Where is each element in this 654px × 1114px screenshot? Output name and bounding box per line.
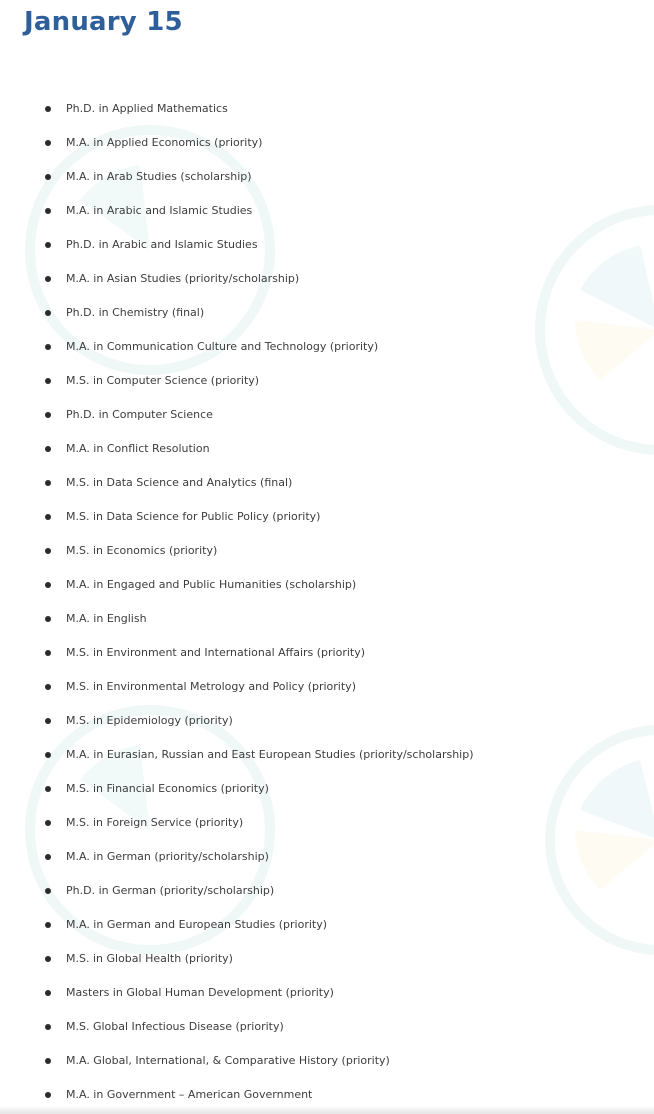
bullet-icon: [45, 1092, 51, 1098]
program-label: Ph.D. in Arabic and Islamic Studies: [66, 238, 258, 251]
program-label: M.A. in Government – American Government: [66, 1088, 313, 1101]
program-label: Ph.D. in Applied Mathematics: [66, 102, 228, 115]
program-label: M.S. in Environment and International Affairs (priority): [66, 646, 366, 659]
list-item: [0, 772, 654, 806]
bullet-icon: [45, 140, 51, 146]
bullet-icon: [45, 514, 51, 520]
program-label: M.A. in Communication Culture and Technology (priority): [66, 340, 379, 353]
list-item: [0, 126, 654, 160]
program-label: M.S. in Data Science and Analytics (final): [66, 476, 293, 489]
section-heading: January 15: [24, 7, 183, 37]
bullet-icon: [45, 1024, 51, 1030]
bullet-icon: [45, 548, 51, 554]
program-label: M.A. in Conflict Resolution: [66, 442, 210, 455]
bullet-icon: [45, 310, 51, 316]
program-label: M.A. in Arabic and Islamic Studies: [66, 204, 253, 217]
program-label: M.S. in Financial Economics (priority): [66, 782, 269, 795]
program-label: M.A. in Asian Studies (priority/scholarship): [66, 272, 300, 285]
bullet-icon: [45, 820, 51, 826]
list-item: [0, 568, 654, 602]
program-label: M.S. in Economics (priority): [66, 544, 218, 557]
bullet-icon: [45, 208, 51, 214]
bullet-icon: [45, 990, 51, 996]
program-label: Ph.D. in Chemistry (final): [66, 306, 205, 319]
bullet-icon: [45, 786, 51, 792]
bullet-icon: [45, 854, 51, 860]
program-label: M.A. in German and European Studies (priority): [66, 918, 328, 931]
list-item: [0, 194, 654, 228]
list-item: [0, 976, 654, 1010]
bottom-fade: [0, 1106, 654, 1114]
program-label: M.A. Global, International, & Comparative History (priority): [66, 1054, 390, 1067]
program-label: M.S. in Global Health (priority): [66, 952, 233, 965]
list-item: [0, 534, 654, 568]
program-label: Masters in Global Human Development (priority): [66, 986, 334, 999]
program-label: Ph.D. in German (priority/scholarship): [66, 884, 275, 897]
bullet-icon: [45, 242, 51, 248]
bullet-icon: [45, 684, 51, 690]
list-item: [0, 1010, 654, 1044]
list-item: [0, 874, 654, 908]
list-item: [0, 398, 654, 432]
list-item: [0, 1044, 654, 1078]
bullet-icon: [45, 174, 51, 180]
bullet-icon: [45, 446, 51, 452]
list-item: [0, 500, 654, 534]
bullet-icon: [45, 276, 51, 282]
program-label: M.S. in Epidemiology (priority): [66, 714, 233, 727]
program-list: [0, 92, 654, 1112]
list-item: [0, 738, 654, 772]
bullet-icon: [45, 752, 51, 758]
bullet-icon: [45, 344, 51, 350]
bullet-icon: [45, 616, 51, 622]
program-label: Ph.D. in Computer Science: [66, 408, 213, 421]
bullet-icon: [45, 956, 51, 962]
list-item: [0, 908, 654, 942]
program-label: M.S. in Data Science for Public Policy (priority): [66, 510, 321, 523]
program-label: M.A. in Eurasian, Russian and East European Studies (priority/scholarship): [66, 748, 474, 761]
list-item: [0, 92, 654, 126]
list-item: [0, 840, 654, 874]
list-item: [0, 704, 654, 738]
program-label: M.S. in Foreign Service (priority): [66, 816, 244, 829]
program-label: M.A. in English: [66, 612, 147, 625]
list-item: [0, 364, 654, 398]
program-label: M.A. in German (priority/scholarship): [66, 850, 269, 863]
bullet-icon: [45, 582, 51, 588]
bullet-icon: [45, 888, 51, 894]
bullet-icon: [45, 412, 51, 418]
program-label: M.S. Global Infectious Disease (priority): [66, 1020, 284, 1033]
program-label: M.S. in Computer Science (priority): [66, 374, 260, 387]
bullet-icon: [45, 378, 51, 384]
list-item: [0, 330, 654, 364]
list-item: [0, 466, 654, 500]
list-item: [0, 160, 654, 194]
list-item: [0, 670, 654, 704]
list-item: [0, 636, 654, 670]
list-item: [0, 228, 654, 262]
program-label: M.A. in Engaged and Public Humanities (scholarship): [66, 578, 357, 591]
bullet-icon: [45, 650, 51, 656]
bullet-icon: [45, 480, 51, 486]
bullet-icon: [45, 718, 51, 724]
list-item: [0, 432, 654, 466]
program-label: M.A. in Arab Studies (scholarship): [66, 170, 252, 183]
program-label: M.S. in Environmental Metrology and Policy (priority): [66, 680, 356, 693]
list-item: [0, 262, 654, 296]
list-item: [0, 806, 654, 840]
program-label: M.A. in Applied Economics (priority): [66, 136, 263, 149]
list-item: [0, 296, 654, 330]
list-item: [0, 942, 654, 976]
bullet-icon: [45, 106, 51, 112]
bullet-icon: [45, 1058, 51, 1064]
bullet-icon: [45, 922, 51, 928]
list-item: [0, 602, 654, 636]
